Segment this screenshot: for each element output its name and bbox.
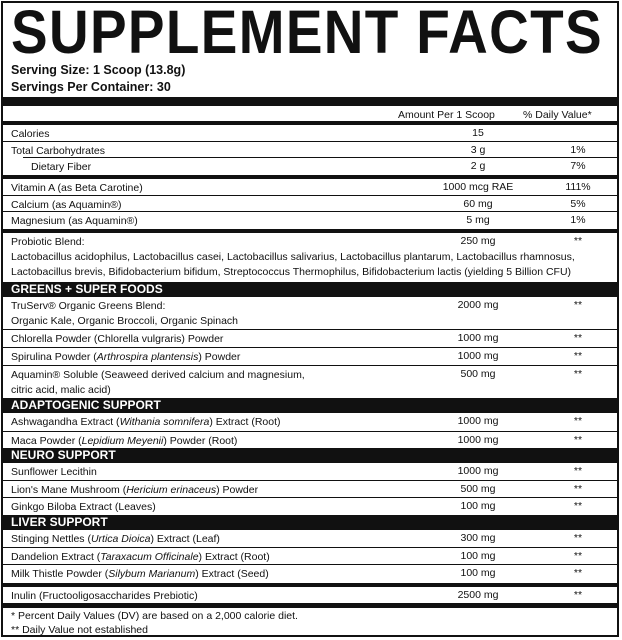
- dv-column-header: % Daily Value*: [523, 109, 592, 121]
- lions-mane-amount: 500 mg: [460, 483, 496, 495]
- chlorella-amount: 1000 mg: [457, 332, 499, 344]
- aquamin-amount: 500 mg: [460, 368, 496, 380]
- section-header-liver: LIVER SUPPORT: [3, 515, 617, 530]
- aquamin-label: Aquamin® Soluble (Seaweed derived calcium and magnesium,: [11, 369, 305, 381]
- probiotic-label: Probiotic Blend:: [11, 236, 85, 248]
- milk-thistle-label: Milk Thistle Powder (Silybum Marianum) Extract (Seed): [11, 568, 269, 580]
- vitamin-a-amount: 1000 mcg RAE: [442, 181, 514, 193]
- truserv-dv: **: [573, 299, 583, 311]
- maca-label: Maca Powder (Lepidium Meyenii) Powder (Root): [11, 435, 238, 447]
- serving-size: Serving Size: 1 Scoop (13.8g): [11, 63, 186, 77]
- calcium-label: Calcium (as Aquamin®): [11, 199, 122, 211]
- truserv-ingredients: Organic Kale, Organic Broccoli, Organic Spinach: [11, 315, 239, 327]
- ginkgo-dv: **: [573, 500, 583, 512]
- ginkgo-label: Ginkgo Biloba Extract (Leaves): [11, 501, 156, 513]
- panel-title: SUPPLEMENT FACTS: [11, 1, 604, 66]
- thick-divider: [3, 97, 617, 106]
- lecithin-label: Sunflower Lecithin: [11, 466, 97, 478]
- dandelion-amount: 100 mg: [460, 550, 496, 562]
- vitamin-a-label: Vitamin A (as Beta Carotine): [11, 182, 143, 194]
- spirulina-amount: 1000 mg: [457, 350, 499, 362]
- inulin-dv: **: [573, 589, 583, 601]
- dietary-fiber-label: Dietary Fiber: [31, 161, 92, 173]
- total-carbs-label: Total Carbohydrates: [11, 145, 105, 157]
- probiotic-amount: 250 mg: [460, 235, 496, 247]
- servings-per-container: Servings Per Container: 30: [11, 80, 171, 94]
- spirulina-label: Spirulina Powder (Arthrospira plantensis) Powder: [11, 351, 241, 363]
- nettles-amount: 300 mg: [460, 532, 496, 544]
- calcium-amount: 60 mg: [463, 198, 493, 210]
- total-carbs-dv: 1%: [570, 144, 586, 156]
- truserv-label: TruServ® Organic Greens Blend:: [11, 300, 166, 312]
- row-ashwagandha: [3, 413, 617, 431]
- row-milk-thistle: [3, 564, 617, 582]
- maca-dv: **: [573, 434, 583, 446]
- lions-mane-dv: **: [573, 483, 583, 495]
- thick-divider: [3, 603, 617, 608]
- footnote-dv: * Percent Daily Values (DV) are based on a 2,000 calorie diet.: [11, 610, 298, 622]
- footnote-not-established: ** Daily Value not established: [11, 624, 148, 636]
- chlorella-label: Chlorella Powder (Chlorella vulgraris) Powder: [11, 333, 224, 345]
- lecithin-amount: 1000 mg: [457, 465, 499, 477]
- row-dandelion: [3, 547, 617, 565]
- nettles-dv: **: [573, 532, 583, 544]
- probiotic-strains-line: Lactobacillus acidophilus, Lactobacillus casei, Lactobacillus salivarius, Lactobacillus plantarum, Lactobacillus rhamnosus,: [11, 251, 575, 263]
- lions-mane-label: Lion's Mane Mushroom (Hericium erinaceus) Powder: [11, 484, 259, 496]
- magnesium-amount: 5 mg: [466, 214, 490, 226]
- aquamin-dv: **: [573, 368, 583, 380]
- spirulina-dv: **: [573, 350, 583, 362]
- section-header-greens: GREENS + SUPER FOODS: [3, 282, 617, 297]
- magnesium-dv: 1%: [570, 214, 586, 226]
- nettles-label: Stinging Nettles (Urtica Dioica) Extract (Leaf): [11, 533, 220, 545]
- dandelion-dv: **: [573, 550, 583, 562]
- row-stinging-nettles: [3, 530, 617, 547]
- truserv-amount: 2000 mg: [457, 299, 499, 311]
- row-inulin: [3, 587, 617, 603]
- row-dietary-fiber: [23, 157, 617, 174]
- probiotic-dv: **: [573, 235, 583, 247]
- dietary-fiber-dv: 7%: [570, 160, 586, 172]
- row-lions-mane: [3, 480, 617, 498]
- vitamin-a-dv: 111%: [565, 181, 591, 193]
- total-carbs-amount: 3 g: [470, 144, 486, 156]
- calories-label: Calories: [11, 128, 50, 140]
- probiotic-strains-line: Lactobacillus brevis, Bifidobacterium bifidum, Streptococcus Thermophilus, Bifidobacterium lactis (yielding 5 Billion CFU): [11, 266, 572, 278]
- row-calories: [3, 125, 617, 141]
- row-probiotic-blend: [3, 233, 617, 281]
- row-sunflower-lecithin: [3, 463, 617, 480]
- amount-column-header: Amount Per 1 Scoop: [398, 109, 495, 121]
- lecithin-dv: **: [573, 465, 583, 477]
- row-truserv: [3, 297, 617, 329]
- inulin-amount: 2500 mg: [457, 589, 499, 601]
- row-total-carbs: [3, 141, 617, 158]
- calories-amount: 15: [472, 127, 484, 139]
- dietary-fiber-amount: 2 g: [470, 160, 486, 172]
- row-magnesium: [3, 211, 617, 228]
- ashwagandha-dv: **: [573, 415, 583, 427]
- dandelion-label: Dandelion Extract (Taraxacum Officinale) Extract (Root): [11, 551, 270, 563]
- milk-thistle-amount: 100 mg: [460, 567, 496, 579]
- ginkgo-amount: 100 mg: [460, 500, 496, 512]
- calcium-dv: 5%: [570, 198, 586, 210]
- magnesium-label: Magnesium (as Aquamin®): [11, 215, 138, 227]
- ashwagandha-label: Ashwagandha Extract (Withania somnifera) Extract (Root): [11, 416, 281, 428]
- supplement-facts-panel: [1, 1, 619, 637]
- chlorella-dv: **: [573, 332, 583, 344]
- section-header-neuro: NEURO SUPPORT: [3, 448, 617, 463]
- inulin-label: Inulin (Fructooligosaccharides Prebiotic): [11, 590, 198, 602]
- maca-amount: 1000 mg: [457, 434, 499, 446]
- section-header-adaptogenic: ADAPTOGENIC SUPPORT: [3, 398, 617, 413]
- row-chlorella: [3, 329, 617, 348]
- ashwagandha-amount: 1000 mg: [457, 415, 499, 427]
- row-spirulina: [3, 347, 617, 366]
- row-maca: [3, 431, 617, 449]
- milk-thistle-dv: **: [573, 567, 583, 579]
- row-ginkgo: [3, 497, 617, 516]
- aquamin-ingredients: citric acid, malic acid): [11, 384, 111, 396]
- row-calcium: [3, 195, 617, 212]
- row-aquamin: [3, 365, 617, 399]
- row-vitamin-a: [3, 179, 617, 195]
